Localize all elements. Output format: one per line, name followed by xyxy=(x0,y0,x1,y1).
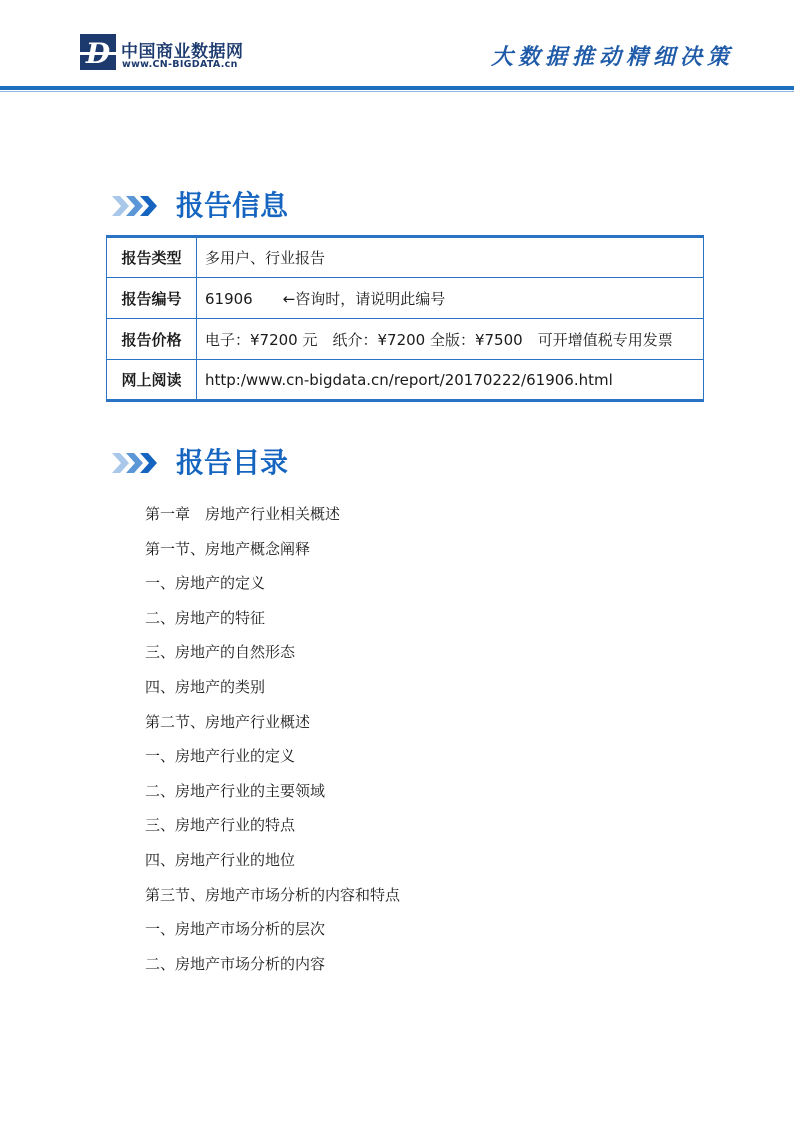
toc-item: 第二节、房地产行业概述 xyxy=(145,712,311,731)
toc-item: 四、房地产的类别 xyxy=(145,677,266,696)
report-type-value: 多用户、行业报告 xyxy=(197,237,704,278)
table-row xyxy=(107,278,704,319)
logo-d-icon xyxy=(80,34,116,70)
report-type-label: 报告类型 xyxy=(107,237,197,278)
chevrons-icon xyxy=(112,450,162,476)
report-id-label: 报告编号 xyxy=(107,278,197,319)
report-id-cell xyxy=(197,278,704,319)
toc-item: 三、房地产的自然形态 xyxy=(145,643,296,662)
table-row xyxy=(107,360,704,401)
toc-item: 第一节、房地产概念阐释 xyxy=(145,539,311,558)
report-toc-title: 报告目录 xyxy=(176,446,289,479)
header-divider-thin xyxy=(0,91,794,92)
toc-item: 第三节、房地产市场分析的内容和特点 xyxy=(145,885,401,904)
logo-url: www.CN-BIGDATA.cn xyxy=(122,59,238,70)
page-header xyxy=(0,0,794,92)
report-url-label: 网上阅读 xyxy=(107,360,197,401)
toc-item: 二、房地产行业的主要领域 xyxy=(145,781,326,800)
toc-item: 二、房地产市场分析的内容 xyxy=(145,954,326,973)
toc-item: 一、房地产的定义 xyxy=(145,574,266,593)
toc-item: 三、房地产行业的特点 xyxy=(145,816,296,835)
report-price-label: 报告价格 xyxy=(107,319,197,360)
report-url-link[interactable]: http:/www.cn-bigdata.cn/report/20170222/61906.html xyxy=(197,360,704,401)
table-row xyxy=(107,237,704,278)
toc-item: 二、房地产的特征 xyxy=(145,608,266,627)
table-of-contents xyxy=(145,503,705,987)
toc-item: 一、房地产市场分析的层次 xyxy=(145,920,326,939)
svg-text:D: D xyxy=(85,37,111,70)
report-price-value: 电子：¥7200 元 纸介：¥7200 全版：¥7500 可开增值税专用发票 xyxy=(197,319,704,360)
header-slogan: 大数据推动精细决策 xyxy=(490,44,734,70)
chevrons-icon xyxy=(112,193,162,219)
report-id-value: 61906 xyxy=(205,289,253,308)
logo-name: 中国商业数据网 xyxy=(121,42,244,62)
report-info-table xyxy=(106,235,704,402)
toc-item: 一、房地产行业的定义 xyxy=(145,747,296,766)
report-id-note: ←咨询时，请说明此编号 xyxy=(282,289,446,308)
toc-item: 四、房地产行业的地位 xyxy=(145,850,296,869)
toc-item: 第一章 房地产行业相关概述 xyxy=(145,505,341,523)
header-divider xyxy=(0,86,794,90)
table-row xyxy=(107,319,704,360)
report-info-title: 报告信息 xyxy=(176,189,289,222)
